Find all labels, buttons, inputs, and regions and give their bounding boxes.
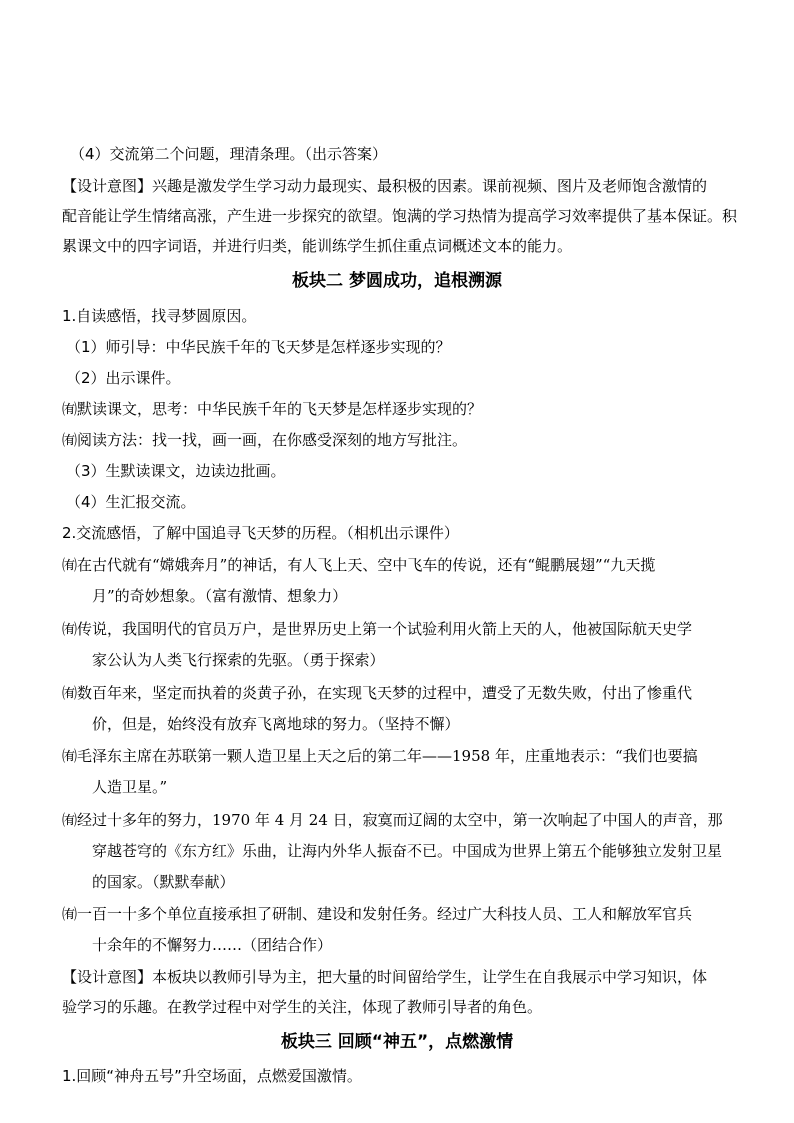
text-line: 【设计意图】本板块以教师引导为主，把大量的时间留给学生，让学生在自我展示中学习知识，体 bbox=[62, 968, 708, 986]
text-line: 1.自读感悟，找寻梦圆原因。 bbox=[62, 307, 257, 325]
text-line: 2.交流感悟，了解中国追寻飞天梦的历程。（相机出示课件） bbox=[62, 524, 459, 542]
text-line: （2）出示课件。 bbox=[66, 369, 181, 387]
text-line: 价，但是，始终没有放弃飞离地球的努力。（坚持不懈） bbox=[92, 715, 460, 733]
bullet-item: ㈲数百年来，坚定而执着的炎黄子孙，在实现飞天梦的过程中，遭受了无数失败，付出了惨重代 bbox=[62, 684, 693, 702]
text-line: 穿越苍穹的《东方红》乐曲，让海内外华人振奋不已。中国成为世界上第五个能够独立发射卫星 bbox=[92, 842, 723, 860]
text-line: 配音能让学生情绪高涨，产生进一步探究的欲望。饱满的学习热情为提高学习效率提供了基本保证。积 bbox=[62, 207, 738, 225]
text-line: 的国家。（默默奉献） bbox=[92, 873, 235, 891]
bullet-item: ㈲毛泽东主席在苏联第一颗人造卫星上天之后的第二年——1958 年，庄重地表示：“我们也要搞 bbox=[62, 747, 698, 765]
text-line: （4）生汇报交流。 bbox=[66, 493, 196, 511]
text-line: 1.回顾“神舟五号”升空场面，点燃爱国激情。 bbox=[62, 1067, 362, 1085]
text-line: （3）生默读课文，边读边批画。 bbox=[66, 462, 286, 480]
bullet-item: ㈲阅读方法：找一找，画一画，在你感受深刻的地方写批注。 bbox=[62, 431, 468, 449]
text-line: 十余年的不懈努力……（团结合作） bbox=[92, 936, 333, 954]
text-line: 人造卫星。” bbox=[92, 778, 168, 796]
text-line: （1）师引导：中华民族千年的飞天梦是怎样逐步实现的？ bbox=[66, 338, 451, 356]
text-line: 累课文中的四字词语，并进行归类，能训练学生抓住重点词概述文本的能力。 bbox=[62, 237, 573, 255]
text-line: 验学习的乐趣。在教学过程中对学生的关注，体现了教师引导者的角色。 bbox=[62, 998, 543, 1016]
section-heading: 板块三 回顾“神五”，点燃激情 bbox=[280, 1032, 514, 1052]
bullet-item: ㈲一百一十多个单位直接承担了研制、建设和发射任务。经过广大科技人员、工人和解放军官兵 bbox=[62, 905, 693, 923]
text-line: （4）交流第二个问题，理清条理。（出示答案） bbox=[70, 145, 388, 163]
bullet-item: ㈲传说，我国明代的官员万户，是世界历史上第一个试验利用火箭上天的人，他被国际航天史学 bbox=[62, 620, 693, 638]
text-line: 家公认为人类飞行探索的先驱。（勇于探索） bbox=[92, 651, 385, 669]
bullet-item: ㈲默读课文，思考：中华民族千年的飞天梦是怎样逐步实现的？ bbox=[62, 400, 483, 418]
text-line: 【设计意图】兴趣是激发学生学习动力最现实、最积极的因素。课前视频、图片及老师饱含激情的 bbox=[62, 177, 708, 195]
section-heading: 板块二 梦圆成功，追根溯源 bbox=[292, 271, 502, 291]
bullet-item: ㈲在古代就有“嫦娥奔月”的神话，有人飞上天、空中飞车的传说，还有“鲲鹏展翅”“九天揽 bbox=[62, 556, 656, 574]
text-line: 月”的奇妙想象。（富有激情、想象力） bbox=[92, 587, 348, 605]
bullet-item: ㈲经过十多年的努力，1970 年 4 月 24 日，寂寞而辽阔的太空中，第一次响起了中国人的声音，那 bbox=[62, 811, 723, 829]
